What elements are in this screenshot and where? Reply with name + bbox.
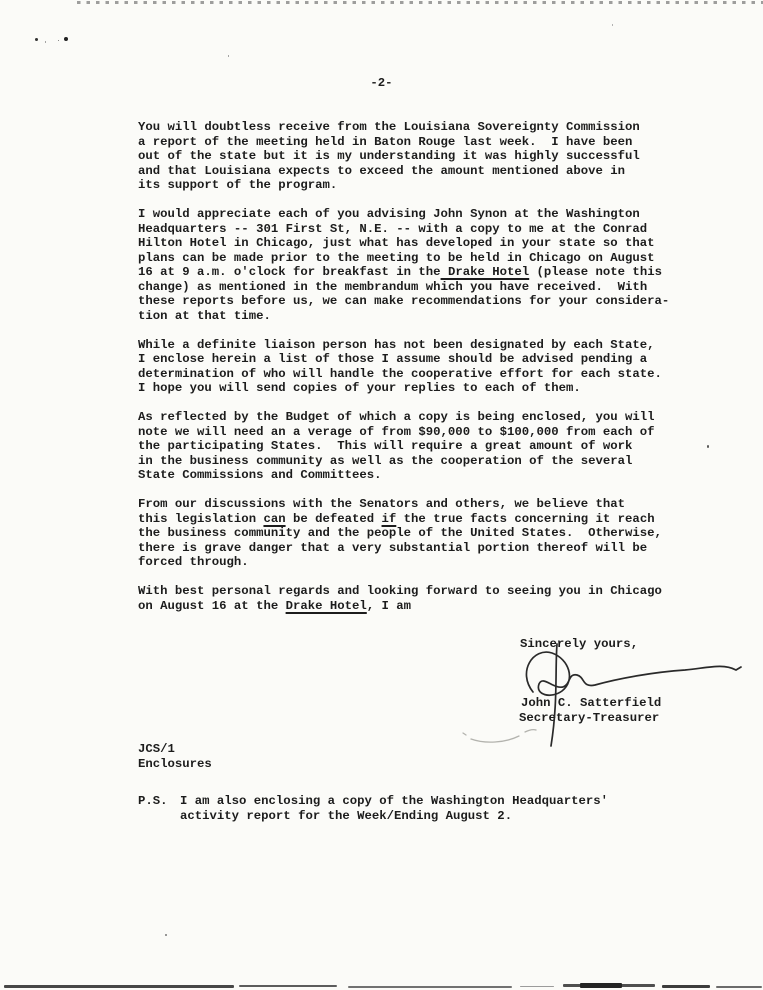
letter-body <box>138 120 678 628</box>
toner-speck <box>64 37 68 41</box>
postscript-lines: I am also enclosing a copy of the Washington Headquarters' activity report for the Week/Ending August 2. <box>180 794 609 823</box>
toner-speck <box>58 40 59 41</box>
closing-salutation: Sincerely yours, <box>520 637 639 651</box>
paragraph: While a definite liaison person has not been designated by each State, I enclose herein a list of those I assume should be advised pending a determination of who will handle the cooperative effort for each state. I hope you will send copies of your replies to each of them. <box>138 337 662 395</box>
toner-speck <box>45 41 46 43</box>
paragraph: With best personal regards and looking forward to seeing you in Chicago on August 16 at the Drake Hotel, I am <box>138 584 662 613</box>
scan-artifact-top-dotted-line <box>77 1 763 4</box>
postscript <box>138 794 608 823</box>
postscript-label: P.S. <box>138 794 168 808</box>
signature-name: John C. Satterfield <box>521 696 662 710</box>
signature-handwriting <box>455 640 755 755</box>
scan-artifact-bottom-line <box>0 982 763 990</box>
paragraph: From our discussions with the Senators and others, we believe that this legislation can be defeated if the true facts concerning it reach the business community and the people of the United States. Otherwise, there is grave danger that a very substantial portion thereof will be forced through. <box>138 497 662 569</box>
paragraph: I would appreciate each of you advising John Synon at the Washington Headquarters -- 301 First St, N.E. -- with a copy to me at the Conrad Hilton Hotel in Chicago, just what has developed in your state so that plans can be made prior to the meeting to be held in Chicago on August 16 at 9 a.m. o'clock for breakfast in the Drake Hotel (please note this change) as mentioned in the membrandum which you have received. With these reports before us, we can make recommendations for your considera- tion at that time. <box>138 207 670 323</box>
signature-title: Secretary-Treasurer <box>519 711 660 725</box>
page-number: -2- <box>370 76 393 90</box>
paragraph: You will doubtless receive from the Louisiana Sovereignty Commission a report of the meeting held in Baton Rouge last week. I have been out of the state but it is my understanding it was highly successful and that Louisiana expects to exceed the amount mentioned above in its support of the program. <box>138 120 640 192</box>
toner-speck <box>707 445 709 448</box>
reference-initials: JCS/1 <box>138 742 175 756</box>
letter-paragraphs <box>138 120 678 613</box>
toner-speck <box>165 934 167 936</box>
toner-speck <box>228 55 229 57</box>
toner-speck <box>612 24 613 26</box>
enclosures-label: Enclosures <box>138 757 212 771</box>
toner-speck <box>35 38 38 41</box>
paragraph: As reflected by the Budget of which a copy is being enclosed, you will note we will need an a verage of from $90,000 to $100,000 from each of the participating States. This will require a great amount of work in the business community as well as the cooperation of the several State Commissions and Committees. <box>138 410 655 482</box>
